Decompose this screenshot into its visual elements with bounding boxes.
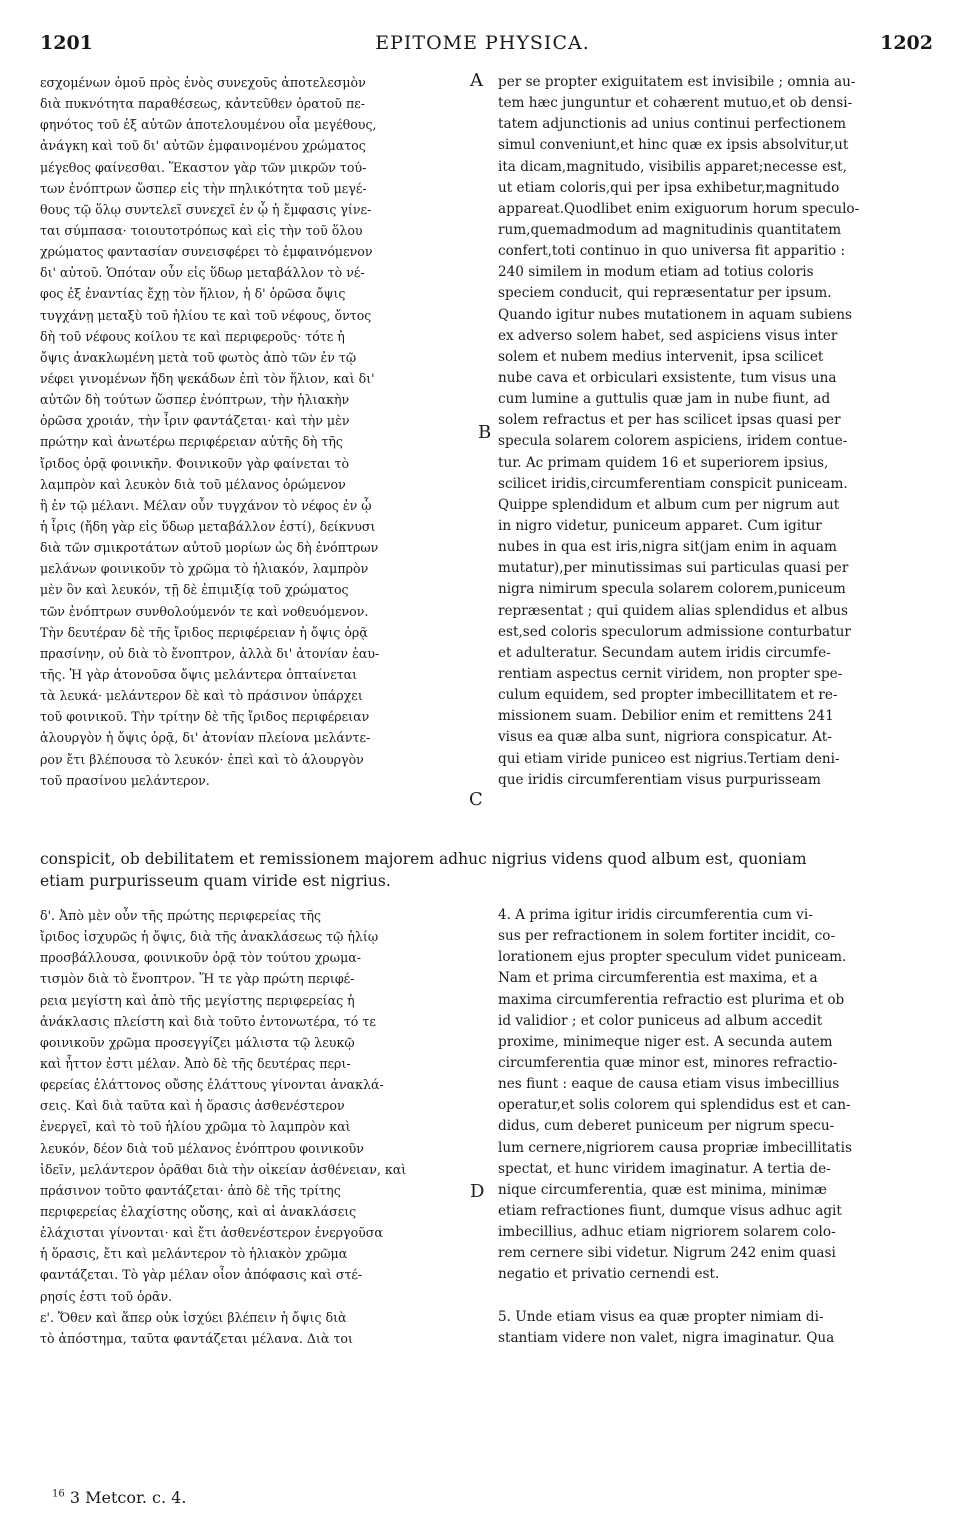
latin-text-line: 4. A prima igitur iridis circumferentia cum vi- <box>498 907 813 923</box>
latin-text-line: mutatur),per minutissimas sui particulas quasi per <box>498 560 849 577</box>
greek-text-line: ρησίς ἐστι τοῦ ὁρᾶν. <box>40 1288 173 1304</box>
greek-text-line: προσβάλλουσα, φοινικοῦν ὁρᾷ τὸν τούτου χρωμα- <box>40 950 362 966</box>
latin-text-line: specula solarem colorem aspiciens, iridem contue- <box>498 433 848 450</box>
footnote-text: 3 Metcor. c. 4. <box>69 1488 187 1507</box>
latin-text-line: imbecillius, adhuc etiam nigriorem solarem colo- <box>498 1224 836 1241</box>
latin-text-line: rum,quemadmodum ad magnitudinis quantitatem <box>498 221 842 238</box>
latin-text-line: proxime, minimeque niger est. A secunda autem <box>498 1033 833 1050</box>
greek-text-line: ἐλάχισται γίνονται· καὶ ἔτι ἀσθενέστερον ἐνεργοῦσα <box>40 1225 383 1241</box>
greek-text-line: Τὴν δευτέραν δὲ τῆς ἴριδος περιφέρειαν ἡ ὄψις ὁρᾷ <box>40 624 368 640</box>
latin-text-line: etiam refractiones fiunt, dumque visus adhuc agit <box>498 1202 842 1219</box>
latin-text-line: tem hæc junguntur et cohærent mutuo,et ob densi- <box>498 95 853 112</box>
greek-text-line: τισμὸν διὰ τὸ ἔνοπτρον. Ἥ τε γὰρ πρώτη περιφέ- <box>40 971 355 987</box>
greek-text-line: ὁρῶσα χροιάν, τὴν ἶριν φαντάζεται· καὶ τὴν μὲν <box>40 413 350 429</box>
latin-text-line: Quando igitur nubes mutationem in aquam subiens <box>498 306 853 323</box>
greek-text-line: δ'. Ἀπὸ μὲν οὖν τῆς πρώτης περιφερείας τῆς <box>40 908 322 923</box>
latin-text-line: didus, cum deberet puniceum per nigrum specu- <box>498 1118 835 1135</box>
greek-text-line: μελάνων φοινικοῦν τὸ χρῶμα τὸ ἡλιακόν, λαμπρὸν <box>40 561 369 577</box>
greek-text-line: νέφει γινομένων ἤδη ψεκάδων ἐπὶ τὸν ἥλιον, καὶ δι' <box>40 370 375 386</box>
full-width-text-line: etiam purpurisseum quam viride est nigrius. <box>40 872 391 890</box>
latin-text-line: lorationem ejus propter speculum videt puniceam. <box>498 949 847 966</box>
latin-text-line: id validior ; et color puniceus ad album accedit <box>498 1012 823 1029</box>
greek-text-line: διὰ τῶν σμικροτάτων αὐτοῦ μορίων ὡς δὴ ἐνόπτρων <box>40 540 379 556</box>
greek-text-line: των ἐνόπτρων ὥσπερ εἰς τὴν πηλικότητα τοῦ μεγέ- <box>40 180 367 196</box>
left-page-number: 1201 <box>40 32 93 54</box>
latin-text-line: simul conveniunt,et hinc quæ ex ipsis absolvitur,ut <box>498 137 849 154</box>
latin-text-line: missionem suam. Debilior enim et remittens 241 <box>498 708 834 725</box>
latin-text-line: spectat, et hunc viridem imaginatur. A tertia de- <box>498 1160 831 1177</box>
greek-text-line: αὐτῶν δὴ τούτων ὥσπερ ἐνόπτρων, τὴν ἡλιακὴν <box>40 392 350 408</box>
latin-text-line: rentiam aspectus cernit viridem, non propter spe- <box>498 665 843 682</box>
greek-text-line: μὲν ὂν καὶ λευκόν, τῇ δὲ ἐπιμιξίᾳ τοῦ χρώματος <box>40 582 349 598</box>
footnote <box>52 1488 186 1507</box>
greek-text-line: ἴριδος ἰσχυρῶς ἡ ὄψις, διὰ τῆς ἀνακλάσεως τῷ ἡλίῳ <box>40 929 379 945</box>
latin-text-line: solem et nubem medius intervenit, ipsa scilicet <box>498 348 824 365</box>
full-width-latin-lines <box>40 848 940 892</box>
latin-text-line: 5. Unde etiam visus ea quæ propter nimiam di- <box>498 1308 824 1325</box>
greek-text-line: ἁλουργὸν ἡ ὄψις ὁρᾷ, δι' ἀτονίαν πλείονα μελάντε- <box>40 730 371 746</box>
greek-text-line: ἴριδος ὁρᾷ φοινικῆν. Φοινικοῦν γὰρ φαίνεται τὸ <box>40 455 350 471</box>
greek-text-line: πρώτην καὶ ἀνωτέρω περιφέρειαν αὐτῆς δὴ τῆς <box>40 434 343 450</box>
latin-text-line: stantiam videre non valet, nigra imaginatur. Qua <box>498 1329 835 1346</box>
latin-column-top <box>498 72 938 791</box>
latin-text-line: et adulteratur. Secundam autem iridis circumfe- <box>498 644 831 661</box>
latin-text-line: circumferentia quæ minor est, minores refractio- <box>498 1054 838 1071</box>
greek-column-top <box>40 72 487 791</box>
greek-text-line: ἡ ἶρις (ἤδη γὰρ εἰς ὕδωρ μεταβάλλον ἐστί), δείκνυσι <box>40 518 376 534</box>
margin-marker-c: C <box>469 789 483 810</box>
greek-text-line: δι' αὐτοῦ. Ὁπόταν οὖν εἰς ὕδωρ μεταβάλλον τὸ νέ- <box>40 265 365 281</box>
greek-text-line: σεις. Καὶ διὰ ταῦτα καὶ ἡ ὅρασις ἀσθενέστερον <box>40 1098 345 1114</box>
latin-text-line: visus ea quæ alba sunt, nigriora conspicatur. At- <box>498 729 832 746</box>
greek-text-line: θους τῷ ὅλῳ συντελεῖ συνεχεῖ ἐν ᾧ ἡ ἔμφασις γίνε- <box>40 201 372 217</box>
latin-text-line: in nigro videtur, puniceum apparet. Cum igitur <box>498 517 822 534</box>
latin-text-line: Quippe splendidum et album cum per nigrum aut <box>498 496 840 513</box>
greek-text-line: περιφερείας ἐλαχίστης οὔσης, καὶ αἱ ἀνακλάσεις <box>40 1203 357 1219</box>
latin-text-line: qui etiam viride puniceo est nigrius.Tertiam deni- <box>498 750 840 767</box>
greek-text-line: τυγχάνῃ μεταξὺ τοῦ ἡλίου τε καὶ τοῦ νέφους, ὄντος <box>40 307 372 323</box>
greek-text-line: τῶν ἐνόπτρων συνθολούμενόν τε καὶ νοθευόμενον. <box>40 603 369 619</box>
greek-text-line: φαντάζεται. Τὸ γὰρ μέλαν οἷον ἀπόφασις καὶ στέ- <box>40 1267 363 1283</box>
greek-text-line: χρώματος φαντασίαν συνεισφέρει τὸ ἐμφαινόμενον <box>40 244 373 260</box>
greek-text-line: ρον ἔτι βλέπουσα τὸ λευκόν· ἐπεὶ καὶ τὸ ἁλουργὸν <box>40 751 364 767</box>
latin-text-line: Nam et prima circumferentia est maxima, et a <box>498 970 818 987</box>
latin-text-line: negatio et privatio cernendi est. <box>498 1266 720 1283</box>
greek-text-line: φηνότος τοῦ ἐξ αὐτῶν ἀποτελουμένου οἷα μεγέθους, <box>40 117 377 133</box>
greek-text-line: πράσινον τοῦτο φαντάζεται· ἀπὸ δὲ τῆς τρίτης <box>40 1182 341 1198</box>
latin-text-line: sus per refractionem in solem fortiter incidit, co- <box>498 928 836 945</box>
greek-text-line: λαμπρὸν καὶ λευκὸν διὰ τοῦ μέλανος ὁρώμενον <box>40 476 346 492</box>
latin-text-line: nube cava et orbiculari exsistente, tum visus una <box>498 369 837 386</box>
greek-text-line: τὸ ἀπόστημα, ταῦτα φαντάζεται μέλανα. Διὰ τοι <box>40 1330 353 1346</box>
latin-text-line: speciem conducit, qui repræsentatur per ipsum. <box>498 285 832 302</box>
latin-text-line: cum lumine a guttulis quæ jam in nube fiunt, ad <box>498 391 831 408</box>
latin-text-line: tur. Ac primam quidem 16 et superiorem ipsius, <box>498 454 829 471</box>
greek-text-line: πρασίνην, οὐ διὰ τὸ ἔνοπτρον, ἀλλὰ δι' ἀτονίαν ἑαυ- <box>40 645 380 661</box>
greek-text-line: ται σύμπασα· τοιουτοτρόπως καὶ εἰς τὴν τοῦ ὅλου <box>40 222 363 238</box>
latin-column-bottom <box>498 905 938 1349</box>
greek-text-line: ἐνεργεῖ, καὶ τὸ τοῦ ἡλίου χρῶμα τὸ λαμπρὸν καὶ <box>40 1119 351 1135</box>
greek-text-line: ε'. Ὅθεν καὶ ἅπερ οὐκ ἰσχύει βλέπειν ἡ ὄψις διὰ <box>40 1309 347 1325</box>
latin-text-line <box>498 1286 938 1307</box>
greek-text-line: ἀνάγκη καὶ τοῦ δι' αὐτῶν ἐμφαινομένου χρώματος <box>40 138 366 154</box>
greek-text-line: ἀνάκλασις πλείστη καὶ διὰ τοῦτο ἐντονωτέρα, τό τε <box>40 1013 376 1029</box>
greek-text-line: τὰ λευκά· μελάντερον δὲ καὶ τὸ πράσινον ὑπάρχει <box>40 688 363 704</box>
margin-marker-b: B <box>478 422 492 443</box>
greek-text-line: τοῦ φοινικοῦ. Τὴν τρίτην δὲ τῆς ἴριδος περιφέρειαν <box>40 709 370 725</box>
margin-marker-a: A <box>470 70 483 91</box>
latin-text-line: operatur,et solis colorem qui splendidus est et can- <box>498 1097 851 1114</box>
greek-text-line: εσχομένων ὁμοῦ πρὸς ἑνὸς συνεχοῦς ἀποτελεσμὸν <box>40 75 366 90</box>
latin-text-line: que iridis circumferentiam visus purpurisseam <box>498 771 821 788</box>
latin-text-line: nigra nimirum specula solarem colorem,puniceum <box>498 581 846 598</box>
latin-text-line: culum equidem, sed propter imbecillitatem et re- <box>498 687 838 704</box>
latin-text-line: ita dicam,magnitudo, visibilis apparet;necesse est, <box>498 158 847 175</box>
latin-text-line: 240 similem in modum etiam ad totius coloris <box>498 264 814 281</box>
greek-text-line: ἡ ὅρασις, ἔτι καὶ μελάντερον τὸ ἡλιακὸν χρῶμα <box>40 1246 348 1262</box>
greek-text-line: λευκόν, δέον διὰ τοῦ μέλανος ἐνόπτρου φοινικοῦν <box>40 1140 364 1156</box>
latin-text-line: appareat.Quodlibet enim exiguorum horum speculo- <box>498 200 860 217</box>
latin-text-line: nes fiunt : eaque de causa etiam visus imbecillius <box>498 1076 840 1093</box>
greek-text-line: τῆς. Ἡ γὰρ ἀτονοῦσα ὄψις μελάντερα ὀπταίνεται <box>40 666 358 682</box>
margin-marker-d: D <box>470 1181 485 1202</box>
latin-text-line: lum cernere,nigriorem causa propriæ imbecillitatis <box>498 1139 852 1156</box>
greek-text-line: δὴ τοῦ νέφους κοίλου τε καὶ περιφεροῦς· τότε ἡ <box>40 328 345 344</box>
latin-text-line: ut etiam coloris,qui per ipsa exhibetur,magnitudo <box>498 179 840 196</box>
greek-text-line: φος ἐξ ἐναντίας ἔχῃ τὸν ἥλιον, ἡ δ' ὁρῶσα ὄψις <box>40 286 346 302</box>
greek-text-line: καὶ ἧττον ἐστι μέλαν. Ἀπὸ δὲ τῆς δευτέρας περι- <box>40 1055 351 1071</box>
greek-text-line: μέγεθος φαίνεσθαι. Ἕκαστον γὰρ τῶν μικρῶν τού- <box>40 159 367 175</box>
latin-text-line: rem cernere sibi videtur. Nigrum 242 enim quasi <box>498 1245 836 1262</box>
greek-text-line: φοινικοῦν χρῶμα προσεγγίζει μάλιστα τῷ λευκῷ <box>40 1034 355 1050</box>
running-title: EPITOME PHYSICA. <box>375 32 590 54</box>
latin-text-line: est,sed coloris speculorum admissione conturbatur <box>498 623 851 640</box>
latin-text-line: per se propter exiguitatem est invisibile ; omnia au- <box>498 74 856 90</box>
latin-text-line: maxima circumferentia refractio est plurima et ob <box>498 991 845 1008</box>
latin-text-line: ex adverso solem habet, sed aspiciens visus inter <box>498 327 838 344</box>
footnote-number: 16 <box>52 1488 65 1500</box>
greek-text-line: ρεια μεγίστη καὶ ἀπὸ τῆς μεγίστης περιφερείας ἡ <box>40 992 355 1008</box>
greek-text-line: φερείας ἐλάττονος οὔσης ἐλάττους γίνονται ἀνακλά- <box>40 1077 384 1093</box>
latin-text-line: nubes in qua est iris,nigra sit(jam enim in aquam <box>498 539 837 556</box>
greek-text-line: ὄψις ἀνακλωμένη μετὰ τοῦ φωτὸς ἀπὸ τῶν ἐν τῷ <box>40 349 357 365</box>
greek-text-line: τοῦ πρασίνου μελάντερον. <box>40 772 210 788</box>
right-page-number: 1202 <box>880 32 933 54</box>
greek-text-line: ἢ ἐν τῷ μέλανι. Μέλαν οὖν τυγχάνον τὸ νέφος ἐν ᾧ <box>40 497 372 513</box>
full-width-text-line: conspicit, ob debilitatem et remissionem majorem adhuc nigrius videns quod album est, quoniam <box>40 850 807 868</box>
latin-text-line: tatem adjunctionis ad unius continui perfectionem <box>498 116 847 133</box>
greek-text-line: διὰ πυκνότητα παραθέσεως, κἀντεῦθεν ὁρατοῦ πε- <box>40 96 366 112</box>
running-header <box>0 32 965 64</box>
greek-column-bottom <box>40 905 487 1349</box>
latin-text-line: solem refractus et per has scilicet ipsas quasi per <box>498 412 841 429</box>
greek-text-line: ἰδεῖν, μελάντερον ὁρᾶθαι διὰ τὴν οἰκείαν ἀσθένειαν, καὶ <box>40 1161 407 1177</box>
latin-text-line: scilicet iridis,circumferentiam conspicit puniceam. <box>498 475 848 492</box>
latin-text-line: repræsentat ; qui quidem alias splendidus et albus <box>498 602 848 619</box>
latin-text-line: nique circumferentia, quæ est minima, minimæ <box>498 1181 827 1198</box>
latin-text-line: confert,toti continuo in quo universa fit apparitio : <box>498 243 846 260</box>
